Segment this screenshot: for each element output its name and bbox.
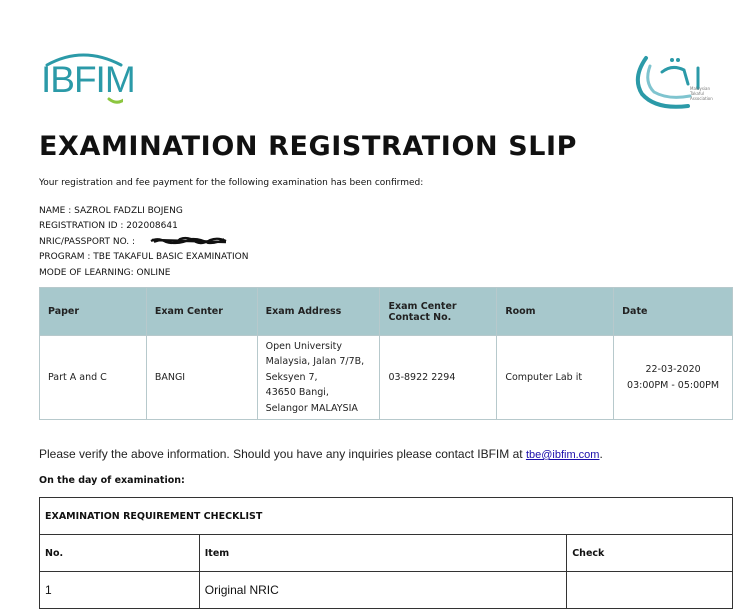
checklist-title: EXAMINATION REQUIREMENT CHECKLIST: [40, 498, 733, 535]
ibfim-logo: [39, 47, 134, 117]
header-date: Date: [614, 288, 733, 336]
cell-paper: Part A and C: [40, 336, 147, 420]
checklist-col-check: Check: [567, 535, 733, 572]
checklist-row-item: Original NRIC: [199, 572, 566, 609]
header-paper: Paper: [40, 288, 147, 336]
header-exam-address: Exam Address: [257, 288, 380, 336]
cell-date: 22-03-2020 03:00PM - 05:00PM: [614, 336, 733, 420]
page-title: EXAMINATION REGISTRATION SLIP: [39, 131, 578, 162]
day-of-exam-heading: On the day of examination:: [39, 475, 185, 486]
contact-email-link[interactable]: tbe@ibfim.com: [525, 449, 600, 461]
checklist-col-no: No.: [40, 535, 200, 572]
takaful-association-logo: [628, 48, 720, 112]
header-room: Room: [497, 288, 614, 336]
cell-exam-address: Open University Malaysia, Jalan 7/7B, Seksyen 7, 43650 Bangi, Selangor MALAYSIA: [257, 336, 380, 420]
header-exam-center: Exam Center: [146, 288, 257, 336]
ibfim-logo-text: IBFIM: [41, 59, 135, 100]
verify-notice: Please verify the above information. Should you have any inquiries please contact IBFIM at tbe@ibfim.com.: [39, 447, 603, 461]
confirmation-text: Your registration and fee payment for the following examination has been confirmed:: [39, 178, 424, 188]
checklist-header-row: [40, 535, 733, 572]
mode-of-learning: MODE OF LEARNING: ONLINE: [39, 267, 171, 278]
table-row: [40, 572, 733, 609]
requirement-checklist-table: [39, 497, 733, 609]
exam-table-header-row: [40, 288, 733, 336]
redaction-scribble: [150, 236, 228, 246]
checklist-title-row: [40, 498, 733, 535]
program: PROGRAM : TBE TAKAFUL BASIC EXAMINATION: [39, 252, 249, 263]
checklist-row-check: [567, 572, 733, 609]
calligraphy-emblem: [628, 48, 720, 112]
candidate-name: NAME : SAZROL FADZLI BOJENG: [39, 206, 183, 216]
registration-id: REGISTRATION ID : 202008641: [39, 221, 178, 232]
takaful-logo-caption: Malaysian Takaful Association: [690, 86, 713, 101]
checklist-row-no: 1: [40, 572, 200, 609]
header-contact: Exam Center Contact No.: [380, 288, 497, 336]
exam-details-table: [39, 287, 733, 420]
nric-passport: NRIC/PASSPORT NO. :: [39, 236, 136, 247]
cell-contact: 03-8922 2294: [380, 336, 497, 420]
cell-exam-center: BANGI: [146, 336, 257, 420]
table-row: [40, 336, 733, 420]
checklist-col-item: Item: [199, 535, 566, 572]
cell-room: Computer Lab it: [497, 336, 614, 420]
